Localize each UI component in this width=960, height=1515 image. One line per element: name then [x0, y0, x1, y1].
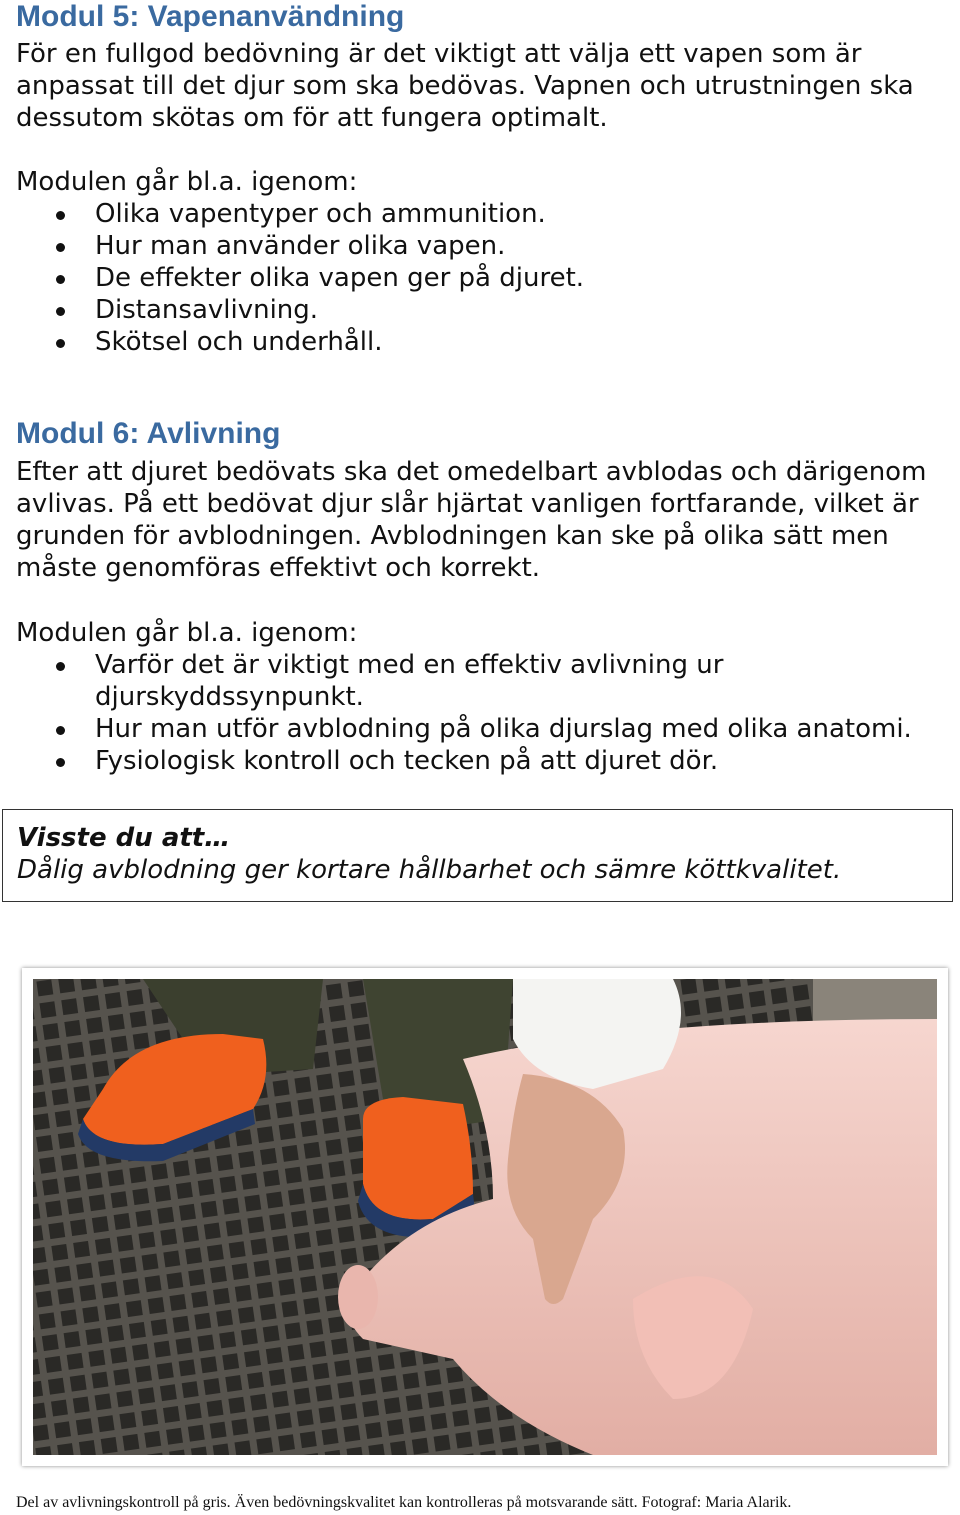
did-you-know-box — [2, 809, 953, 902]
list-item — [0, 262, 950, 294]
bullet-icon — [56, 275, 65, 284]
pig-snout — [338, 1265, 378, 1329]
bullet-icon — [56, 758, 65, 767]
list-item — [0, 713, 950, 745]
module5-intro: Modulen går bl.a. igenom: — [16, 167, 358, 197]
module5-bullet-list — [0, 198, 950, 358]
pig-photo — [33, 979, 937, 1455]
bullet-icon — [56, 662, 65, 671]
bullet-icon — [56, 726, 65, 735]
list-item — [0, 649, 950, 713]
bullet-icon — [56, 211, 65, 220]
list-item-text: Skötsel och underhåll. — [95, 327, 383, 357]
did-you-know-text: Dålig avblodning ger kortare hållbarhet och sämre köttkvalitet. — [17, 855, 842, 885]
list-item-text: Varför det är viktigt med en effektiv avlivning ur djurskyddssynpunkt. — [95, 650, 724, 712]
bullet-icon — [56, 307, 65, 316]
list-item — [0, 294, 950, 326]
module5-heading: Modul 5: Vapenanvändning — [16, 0, 405, 33]
photo-illustration — [33, 979, 937, 1455]
list-item-text: Hur man utför avblodning på olika djurslag med olika anatomi. — [95, 714, 912, 744]
did-you-know-title: Visste du att… — [17, 823, 231, 853]
list-item-text: De effekter olika vapen ger på djuret. — [95, 263, 585, 293]
list-item-text: Olika vapentyper och ammunition. — [95, 199, 546, 229]
module6-intro: Modulen går bl.a. igenom: — [16, 618, 358, 648]
photo-caption: Del av avlivningskontroll på gris. Även bedövningskvalitet kan kontrolleras på motsvarande sätt. Fotograf: Maria Alarik. — [16, 1494, 792, 1511]
module6-paragraph: Efter att djuret bedövats ska det omedelbart avblodas och därigenom avlivas. På ett bedövat djur slår hjärtat vanligen fortfarande, vilket är grunden för avblodningen. Avblodningen kan ske på olika sätt men måste genomföras effektivt och korrekt. — [16, 457, 927, 583]
bullet-icon — [56, 243, 65, 252]
list-item — [0, 230, 950, 262]
list-item — [0, 745, 950, 777]
list-item-text: Hur man använder olika vapen. — [95, 231, 506, 261]
list-item — [0, 326, 950, 358]
list-item-text: Fysiologisk kontroll och tecken på att djuret dör. — [95, 746, 719, 776]
module6-heading: Modul 6: Avlivning — [16, 417, 281, 450]
bullet-icon — [56, 339, 65, 348]
list-item — [0, 198, 950, 230]
boot-right — [363, 1097, 473, 1220]
module5-paragraph: För en fullgod bedövning är det viktigt att välja ett vapen som är anpassat till det djur som ska bedövas. Vapnen och utrustningen ska dessutom skötas om för att fungera optimalt. — [16, 39, 914, 133]
list-item-text: Distansavlivning. — [95, 295, 319, 325]
photo-frame — [22, 968, 948, 1466]
module6-bullet-list — [0, 649, 950, 777]
